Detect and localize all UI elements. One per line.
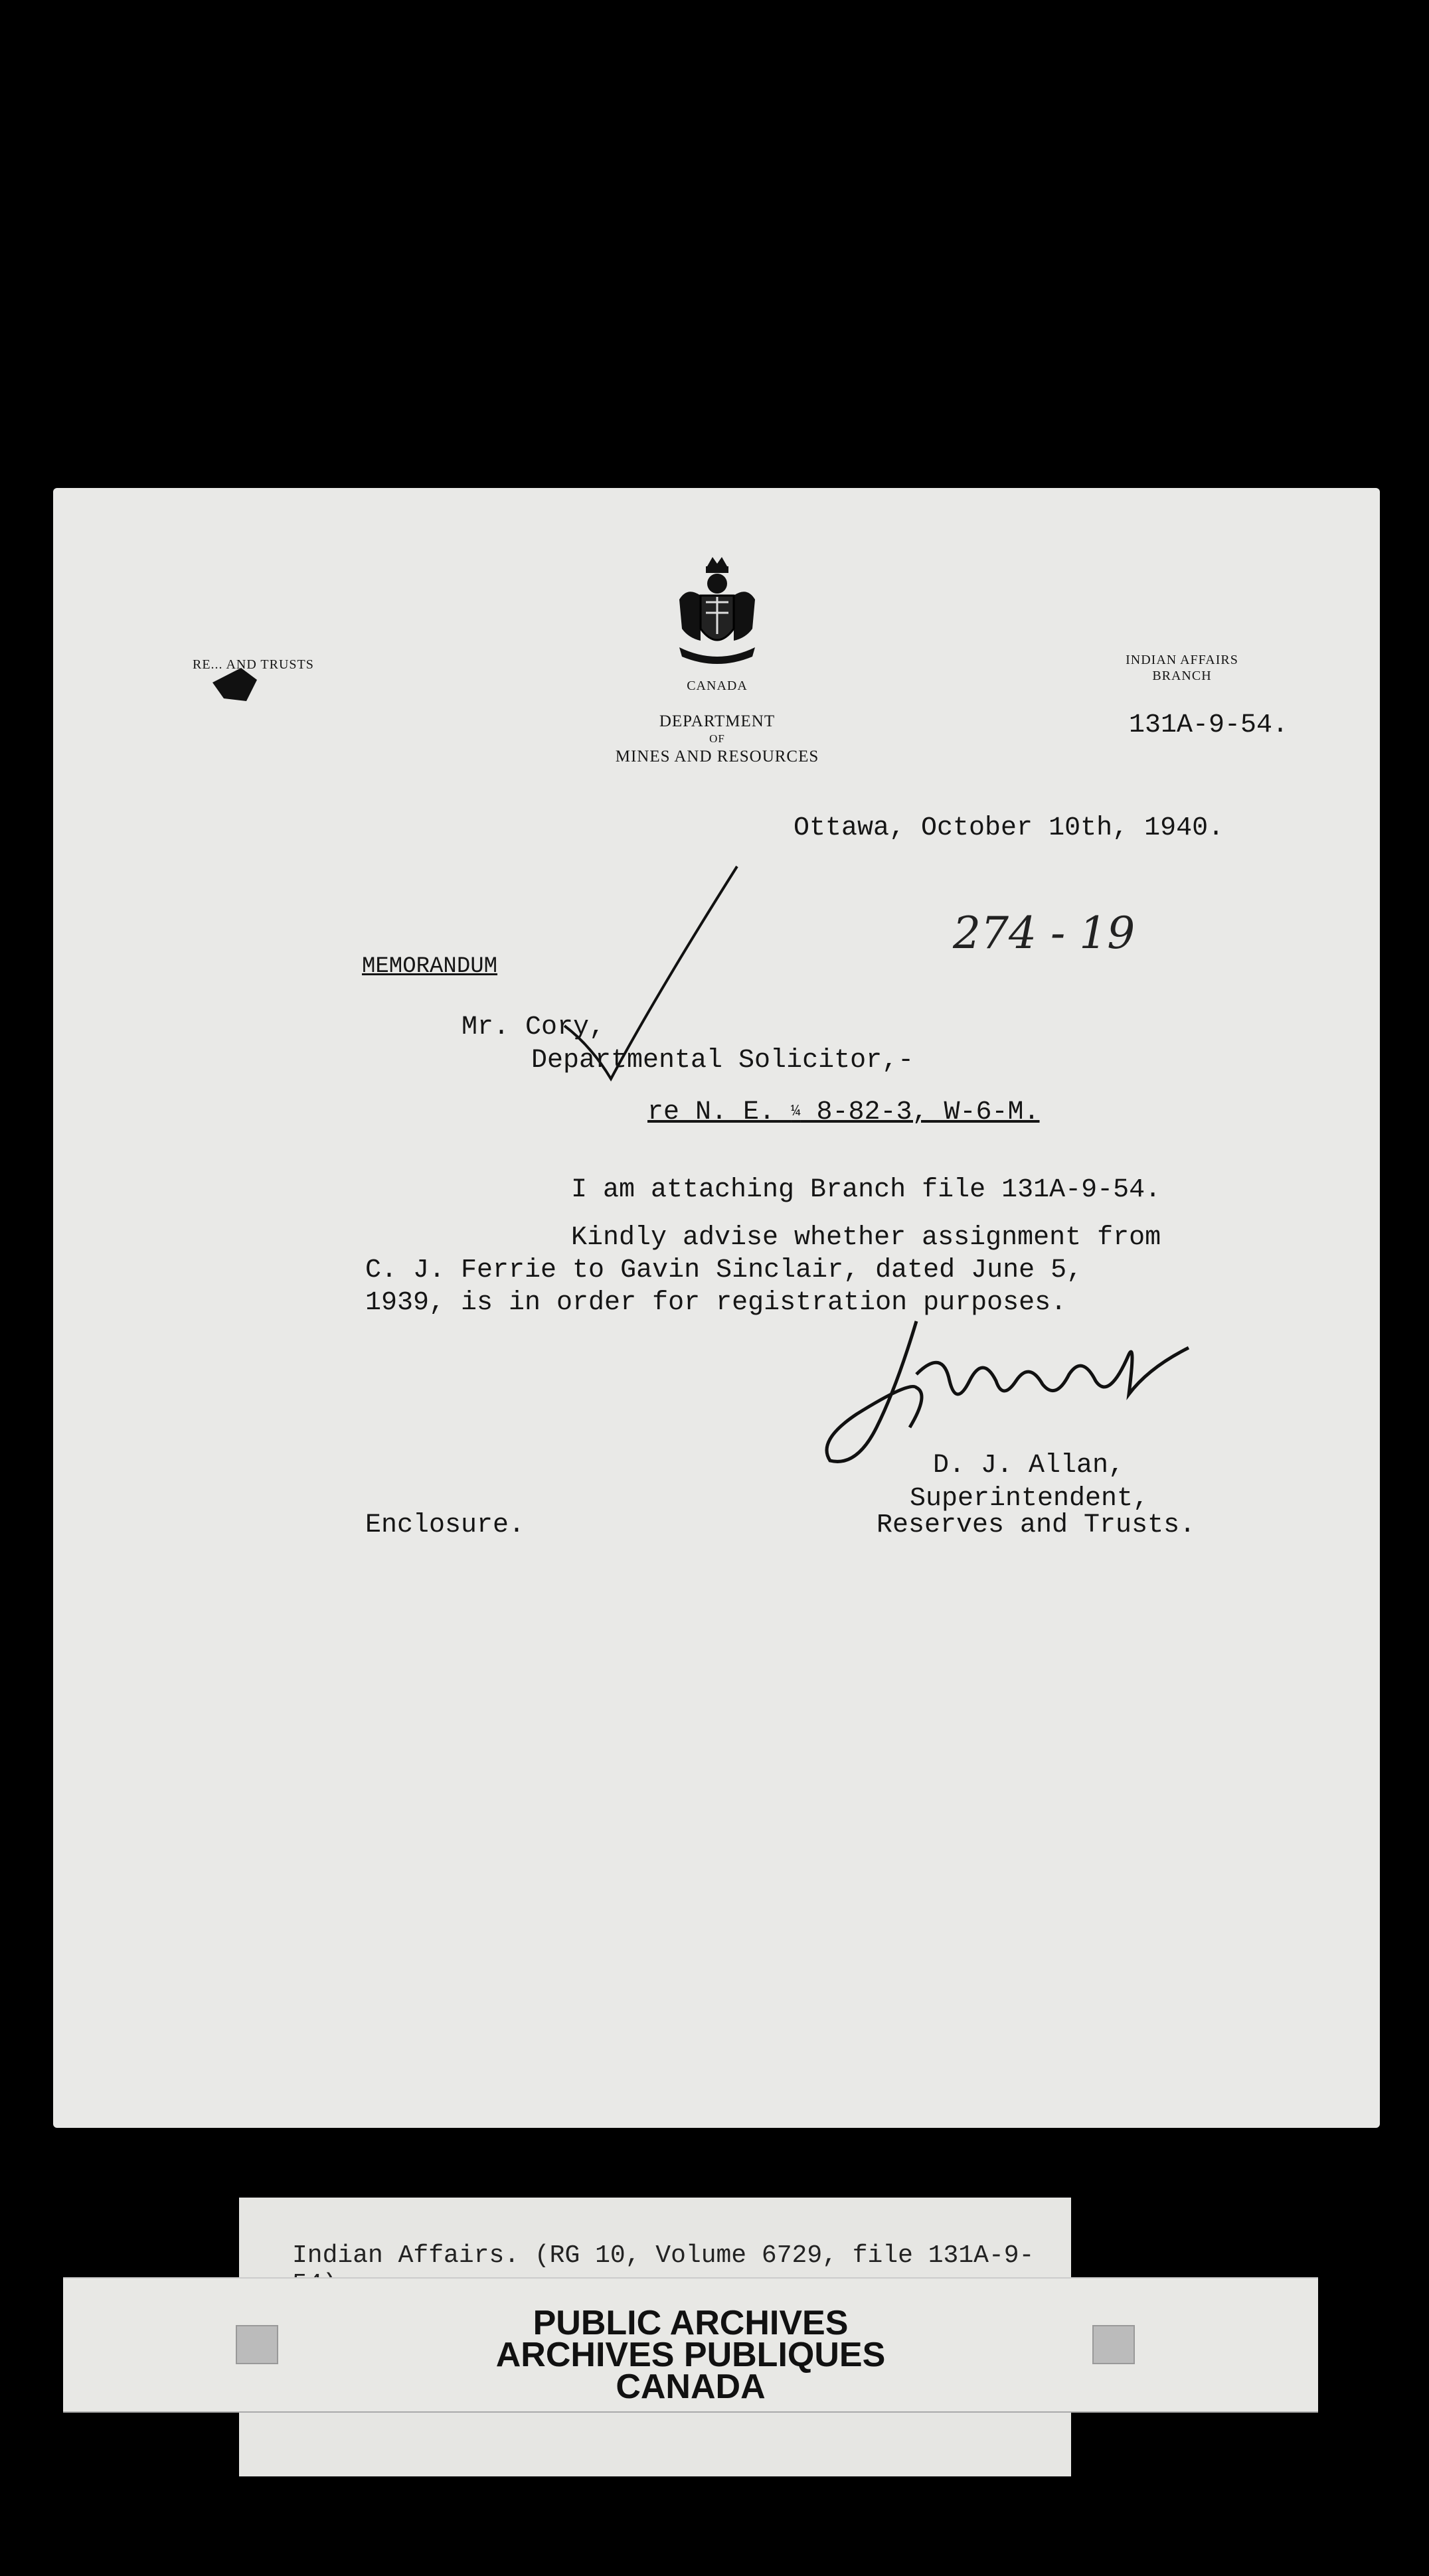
archive-stamp-label: [63, 2277, 1318, 2413]
signatory-title: Superintendent,: [910, 1484, 1149, 1514]
archive-line3: CANADA: [616, 2368, 766, 2406]
paragraph-line: C. J. Ferrie to Gavin Sinclair, dated June 5,: [365, 1255, 1083, 1285]
department-line1: DEPARTMENT: [659, 712, 776, 730]
department-name: [558, 710, 877, 767]
signatory-name: D. J. Allan,: [933, 1451, 1125, 1481]
recipient-title: Departmental Solicitor,-: [531, 1046, 914, 1076]
country-label: CANADA: [687, 679, 748, 693]
branch-header: [1102, 652, 1262, 684]
left-header: RE... AND TRUSTS: [193, 657, 314, 672]
paragraph-line: 1939, is in order for registration purposes.: [365, 1288, 1067, 1318]
subject-suffix: 8-82-3, W-6-M.: [800, 1097, 1040, 1127]
department-line2: OF: [709, 732, 725, 745]
archive-citation: Indian Affairs. (RG 10, Volume 6729, file 131A-9-: [292, 2241, 1035, 2270]
enclosure-note: Enclosure.: [365, 1510, 525, 1540]
archive-line2: ARCHIVES PUBLIQUES: [495, 2336, 886, 2374]
coat-of-arms-icon: [674, 554, 760, 667]
paragraph-line: Kindly advise whether assignment from: [571, 1223, 1161, 1253]
memo-title: MEMORANDUM: [362, 954, 498, 979]
memo-date: Ottawa, October 10th, 1940.: [794, 813, 1224, 843]
department-line3: MINES AND RESOURCES: [615, 748, 819, 765]
paragraph-request: [365, 1222, 1228, 1319]
paragraph-attaching: I am attaching Branch file 131A-9-54.: [571, 1175, 1161, 1205]
handwritten-number: 274 - 19: [953, 908, 1135, 959]
branch-line1: INDIAN AFFAIRS: [1126, 653, 1238, 667]
file-number: 131A-9-54.: [1129, 710, 1289, 740]
memo-paper: [53, 488, 1380, 2128]
subject-line: [647, 1097, 1040, 1127]
signatory-office: Reserves and Trusts.: [877, 1510, 1196, 1540]
recipient-name: Mr. Cory,: [462, 1012, 606, 1042]
subject-prefix: re N. E.: [647, 1097, 792, 1127]
branch-line2: BRANCH: [1152, 669, 1212, 683]
subject-fraction: ¼: [791, 1102, 801, 1121]
archive-line1: PUBLIC ARCHIVES: [533, 2304, 849, 2342]
